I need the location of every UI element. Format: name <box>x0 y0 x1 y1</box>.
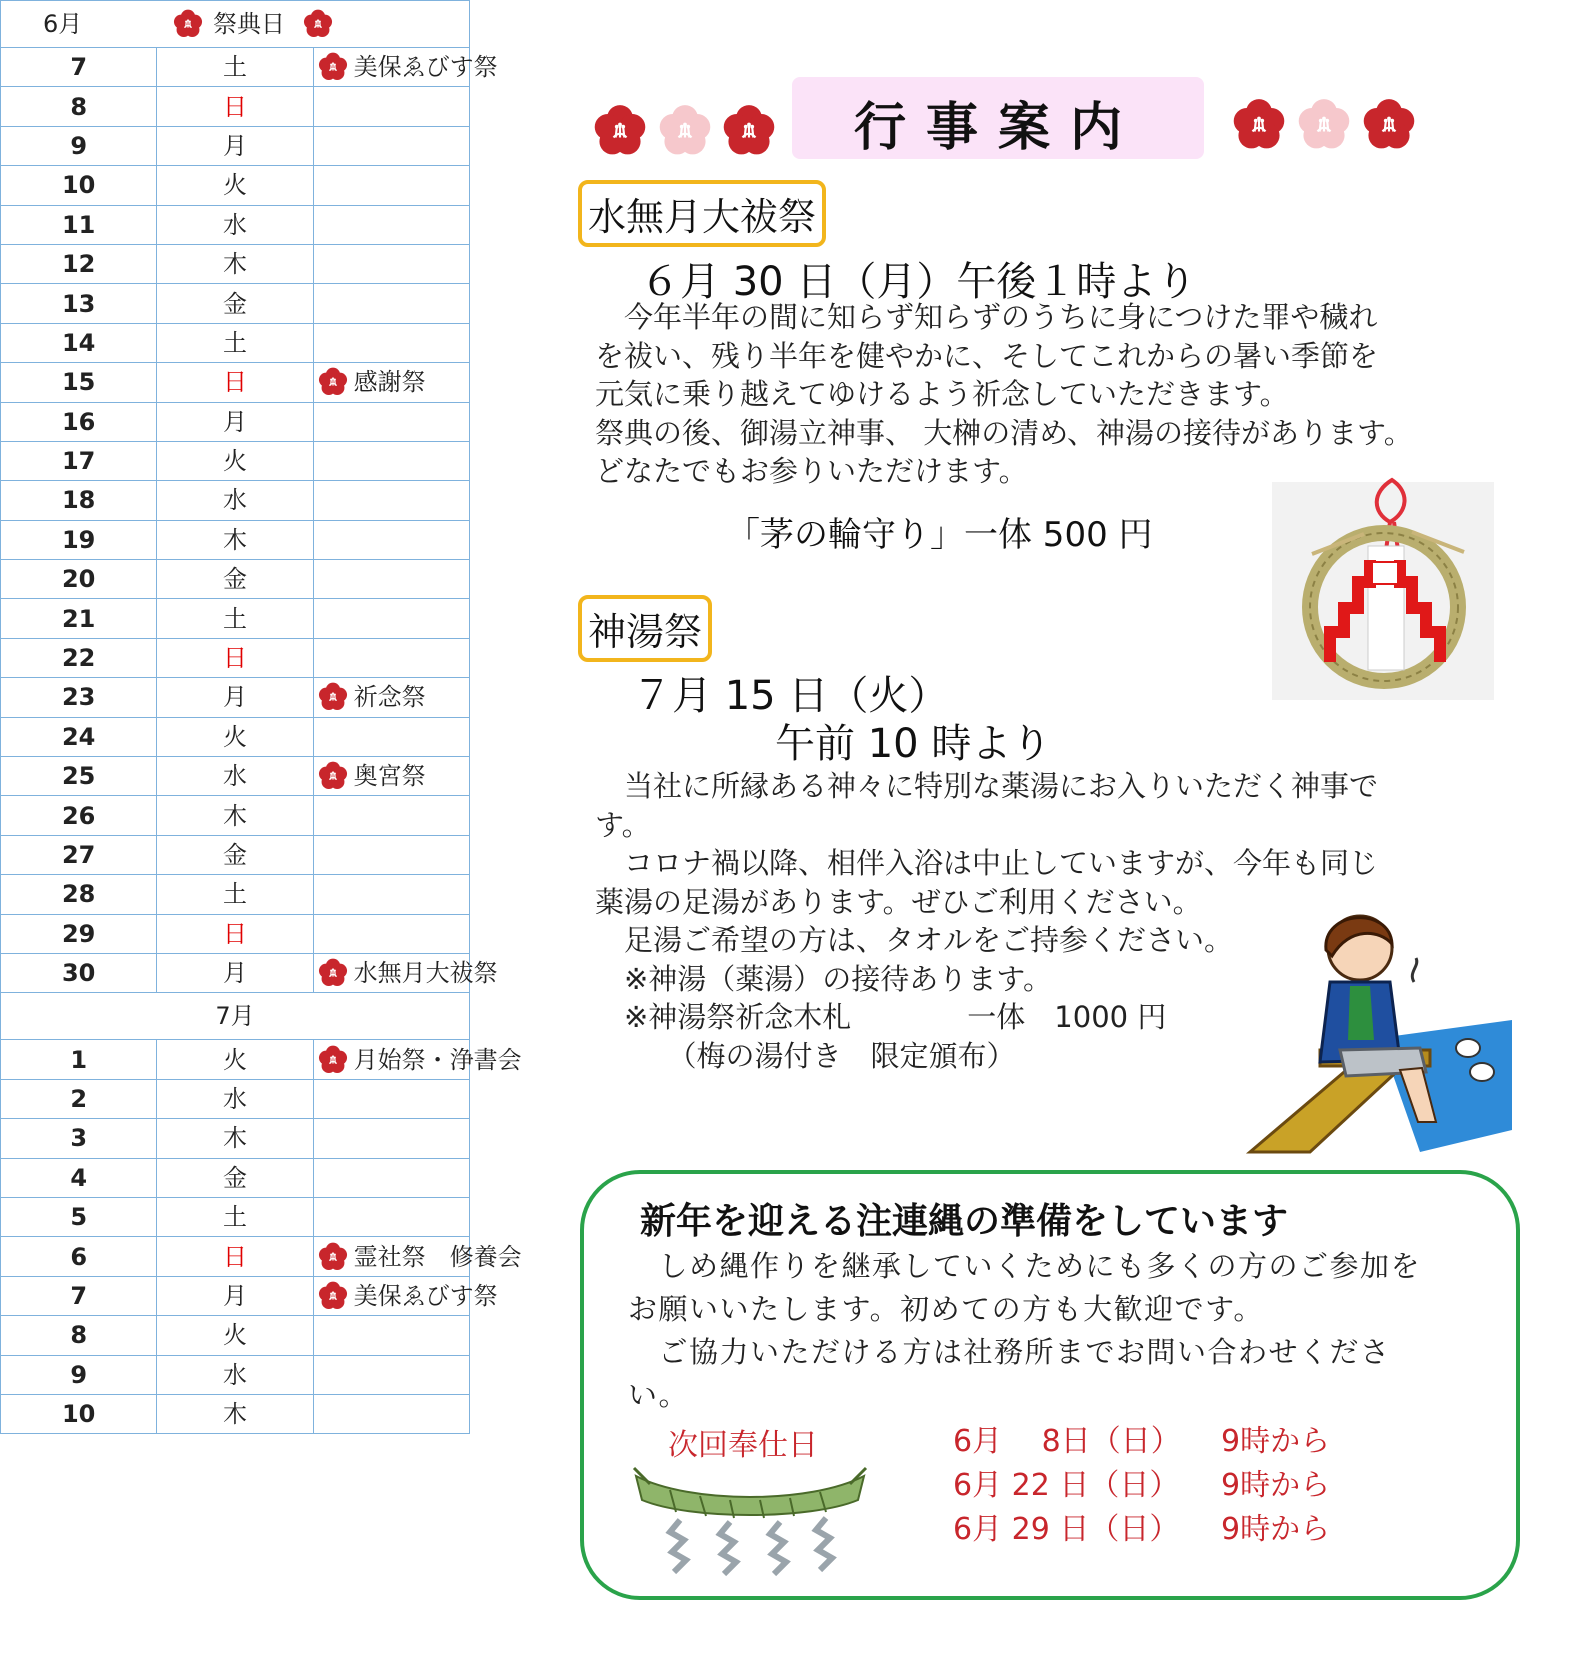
calendar-day: 19 <box>1 520 157 559</box>
calendar-header-row <box>1 1 470 48</box>
calendar-day: 11 <box>1 205 157 244</box>
calendar-event-cell <box>313 126 469 165</box>
calendar-row <box>1 599 470 638</box>
kamiyu-line: 薬湯の足湯があります。ぜひご利用ください。 <box>595 884 1202 919</box>
calendar-day: 22 <box>1 638 157 677</box>
service-date: 6月 8日（日） <box>953 1424 1181 1459</box>
calendar-weekday: 木 <box>157 1119 313 1158</box>
calendar-event <box>318 1281 498 1311</box>
calendar-event-cell <box>313 323 469 362</box>
calendar-event-cell <box>313 441 469 480</box>
calendar-event <box>318 1242 522 1272</box>
calendar-event-cell <box>313 1276 498 1315</box>
calendar-row <box>1 875 470 914</box>
calendar-event-cell <box>313 638 469 677</box>
calendar-row <box>1 87 470 126</box>
ume-flower-icon <box>318 1242 348 1272</box>
calendar-day: 9 <box>1 1355 157 1394</box>
kamiyu-line: 当社に所縁ある神々に特別な薬湯にお入りいただく神事で <box>595 769 1379 803</box>
calendar-row <box>1 520 470 559</box>
next-service-label: 次回奉仕日 <box>668 1428 818 1463</box>
calendar-row <box>1 1316 470 1355</box>
service-date-row <box>953 1508 1330 1552</box>
kamiyu-date: ７月 15 日（火） <box>632 673 949 719</box>
section-label-kamiyu: 神湯祭 <box>578 595 712 662</box>
calendar-event-cell <box>313 1394 469 1433</box>
calendar-day: 1 <box>1 1040 157 1079</box>
calendar-row <box>1 1394 470 1433</box>
ume-flower-icon <box>318 958 348 988</box>
calendar-event-name: 祈念祭 <box>353 683 426 712</box>
calendar-weekday: 日 <box>157 914 313 953</box>
calendar-weekday: 月 <box>157 1276 313 1315</box>
ume-flower-icon <box>318 52 348 82</box>
calendar-event <box>318 367 469 397</box>
calendar-row <box>1 402 470 441</box>
calendar-day: 20 <box>1 560 157 599</box>
service-time: 9時から <box>1221 1512 1331 1547</box>
calendar-row <box>1 796 470 835</box>
calendar-weekday: 火 <box>157 1316 313 1355</box>
calendar-event-cell <box>313 402 469 441</box>
notice-body <box>628 1245 1421 1417</box>
calendar-event-cell <box>313 1158 469 1197</box>
calendar-weekday: 水 <box>157 1355 313 1394</box>
calendar-event-cell <box>313 560 469 599</box>
calendar-day: 7 <box>1 1276 157 1315</box>
calendar-row <box>1 126 470 165</box>
ume-flower-icon <box>318 367 348 397</box>
calendar-weekday: 日 <box>157 1237 313 1276</box>
calendar-event-cell <box>313 1079 469 1118</box>
calendar-row <box>1 166 470 205</box>
calendar-row <box>1 1040 470 1079</box>
ume-flower-icon <box>318 761 348 791</box>
calendar-event <box>318 761 469 791</box>
kamiyu-line: す。 <box>595 807 651 842</box>
calendar-weekday: 火 <box>157 441 313 480</box>
calendar-weekday: 火 <box>157 717 313 756</box>
calendar-row <box>1 1158 470 1197</box>
calendar-event-name: 奥宮祭 <box>353 762 426 791</box>
calendar-day: 18 <box>1 481 157 520</box>
notice-line: しめ縄作りを継承していくためにも多くの方のご参加を <box>628 1249 1422 1283</box>
calendar-day: 12 <box>1 244 157 283</box>
calendar-day: 5 <box>1 1197 157 1236</box>
calendar-event <box>318 52 498 82</box>
calendar-weekday: 木 <box>157 520 313 559</box>
calendar-row <box>1 1276 470 1315</box>
kamiyu-line: ※神湯（薬湯）の接待あります。 <box>595 961 1052 996</box>
calendar-weekday: 月 <box>157 126 313 165</box>
calendar-event-cell <box>313 717 469 756</box>
calendar-event-cell <box>313 796 469 835</box>
calendar-row <box>1 1119 470 1158</box>
calendar-day: 14 <box>1 323 157 362</box>
minazuki-datetime: ６月 30 日（月）午後１時より <box>640 259 1197 305</box>
ume-flower-icon <box>318 682 348 712</box>
calendar-event-cell <box>313 1119 469 1158</box>
calendar-row <box>1 481 470 520</box>
calendar-weekday: 土 <box>157 1197 313 1236</box>
minazuki-line: 元気に乗り越えてゆけるよう祈念していただきます。 <box>595 377 1289 411</box>
service-time: 9時から <box>1221 1468 1331 1503</box>
calendar-row <box>1 1079 470 1118</box>
calendar-weekday: 金 <box>157 560 313 599</box>
service-date-row <box>953 1420 1330 1464</box>
ume-flower-icon <box>318 1281 348 1311</box>
minazuki-line: を祓い、残り半年を健やかに、そしてこれからの暑い季節を <box>595 338 1379 373</box>
calendar-row <box>1 363 470 402</box>
calendar-month-row <box>1 993 470 1040</box>
calendar-row <box>1 48 470 87</box>
calendar-event-cell <box>313 1355 469 1394</box>
kamiyu-line: 足湯ご希望の方は、タオルをご持参ください。 <box>595 923 1234 957</box>
calendar-header-label: 祭典日 <box>213 10 285 38</box>
calendar-weekday: 月 <box>157 678 313 717</box>
calendar-day: 9 <box>1 126 157 165</box>
calendar-day: 17 <box>1 441 157 480</box>
calendar-weekday: 月 <box>157 953 313 992</box>
calendar-day: 7 <box>1 48 157 87</box>
ume-flower-icon <box>1297 98 1351 152</box>
minazuki-description <box>595 298 1413 491</box>
calendar-event-name: 水無月大祓祭 <box>353 959 498 988</box>
kamiyu-line: コロナ禍以降、相伴入浴は中止していますが、今年も同じ <box>595 846 1379 880</box>
calendar-event-cell <box>313 363 469 402</box>
kamiyu-line: ※神湯祭祈念木札 一体 1000 円 <box>595 1000 1167 1034</box>
calendar-row <box>1 914 470 953</box>
calendar-row <box>1 953 470 992</box>
calendar-day: 4 <box>1 1158 157 1197</box>
calendar-day: 3 <box>1 1119 157 1158</box>
kamiyu-line: （梅の湯付き 限定頒布） <box>595 1038 1016 1073</box>
calendar-day: 15 <box>1 363 157 402</box>
calendar-weekday: 日 <box>157 638 313 677</box>
calendar-day: 27 <box>1 835 157 874</box>
calendar-weekday: 火 <box>157 1040 313 1079</box>
kamiyu-time: 午前 10 時より <box>775 721 1052 767</box>
notice-line: い。 <box>628 1378 690 1412</box>
calendar-event-cell <box>313 757 469 796</box>
calendar-weekday: 水 <box>157 481 313 520</box>
calendar-row <box>1 638 470 677</box>
calendar-day: 6 <box>1 1237 157 1276</box>
calendar-event-cell <box>313 914 469 953</box>
notice-line: お願いいたします。初めての方も大歓迎です。 <box>628 1292 1264 1326</box>
chinowa-charm-price: 「茅の輪守り」一体 500 円 <box>726 515 1153 555</box>
festival-calendar <box>0 0 522 1434</box>
notice-title: 新年を迎える注連縄の準備をしています <box>640 1201 1289 1242</box>
calendar-event-cell <box>313 166 469 205</box>
shimenawa-illustration <box>630 1460 870 1586</box>
calendar-weekday: 水 <box>157 1079 313 1118</box>
minazuki-line: 祭典の後、御湯立神事、 大榊の清め、神湯の接待があります。 <box>595 415 1413 450</box>
calendar-event-name: 美保ゑびす祭 <box>353 53 498 82</box>
calendar-day: 26 <box>1 796 157 835</box>
calendar-day: 25 <box>1 757 157 796</box>
calendar-event <box>318 1045 522 1075</box>
calendar-weekday: 土 <box>157 875 313 914</box>
calendar-day: 28 <box>1 875 157 914</box>
calendar-weekday: 金 <box>157 835 313 874</box>
calendar-row <box>1 1197 470 1236</box>
calendar-weekday: 木 <box>157 796 313 835</box>
calendar-weekday: 金 <box>157 1158 313 1197</box>
calendar-day: 24 <box>1 717 157 756</box>
ume-flower-icon <box>303 9 333 39</box>
ume-flower-icon <box>658 104 712 158</box>
calendar-weekday: 金 <box>157 284 313 323</box>
calendar-weekday: 日 <box>157 363 313 402</box>
calendar-day: 10 <box>1 166 157 205</box>
calendar-event-cell <box>313 520 469 559</box>
service-date: 6月 22 日（日） <box>953 1468 1180 1503</box>
ume-flower-icon <box>722 104 776 158</box>
calendar-weekday: 木 <box>157 244 313 283</box>
service-date: 6月 29 日（日） <box>953 1512 1180 1547</box>
calendar-event-cell <box>313 205 469 244</box>
calendar-month-label: 7月 <box>1 993 470 1040</box>
notice-line: ご協力いただける方は社務所までお問い合わせくださ <box>628 1335 1391 1369</box>
calendar-row <box>1 323 470 362</box>
calendar-day: 2 <box>1 1079 157 1118</box>
calendar-row <box>1 284 470 323</box>
calendar-event-name: 感謝祭 <box>353 368 426 397</box>
calendar-day: 23 <box>1 678 157 717</box>
calendar-weekday: 日 <box>157 87 313 126</box>
calendar-day: 13 <box>1 284 157 323</box>
service-date-row <box>953 1464 1330 1508</box>
calendar-day: 30 <box>1 953 157 992</box>
service-time: 9時から <box>1221 1424 1331 1459</box>
calendar-row <box>1 1237 470 1276</box>
calendar-event-cell <box>313 284 469 323</box>
minazuki-line: 今年半年の間に知らず知らずのうちに身につけた罪や穢れ <box>595 300 1378 334</box>
calendar-event <box>318 682 469 712</box>
calendar-event <box>318 958 498 988</box>
calendar-weekday: 水 <box>157 205 313 244</box>
calendar-event-cell <box>313 953 498 992</box>
calendar-row <box>1 717 470 756</box>
calendar-row <box>1 678 470 717</box>
ume-flower-icon <box>1362 98 1416 152</box>
ume-flower-icon <box>318 1045 348 1075</box>
page-title: 行事案内 <box>853 98 1142 158</box>
calendar-event-name: 月始祭・浄書会 <box>353 1045 522 1074</box>
calendar-event-cell <box>313 244 469 283</box>
calendar-event-name: 美保ゑびす祭 <box>353 1281 498 1310</box>
calendar-event-cell <box>313 875 469 914</box>
calendar-month-label: 6月 <box>43 10 83 38</box>
calendar-day: 8 <box>1 1316 157 1355</box>
calendar-event-cell <box>313 87 469 126</box>
calendar-event-cell <box>313 835 469 874</box>
calendar-weekday: 木 <box>157 1394 313 1433</box>
calendar-weekday: 月 <box>157 402 313 441</box>
calendar-event-cell <box>313 1316 469 1355</box>
calendar-weekday: 土 <box>157 48 313 87</box>
calendar-day: 8 <box>1 87 157 126</box>
calendar-event-cell <box>313 678 469 717</box>
calendar-event-cell <box>313 1237 522 1276</box>
section-label-minazuki: 水無月大祓祭 <box>578 180 826 247</box>
calendar-event-cell <box>313 1197 469 1236</box>
calendar-header <box>1 1 470 48</box>
ume-flower-icon <box>173 9 203 39</box>
calendar-event-name: 霊社祭 修養会 <box>353 1242 522 1271</box>
calendar-event-cell <box>313 48 498 87</box>
ume-flower-icon <box>1232 98 1286 152</box>
calendar-row <box>1 1355 470 1394</box>
calendar-event-cell <box>313 1040 522 1079</box>
chinowa-charm-image <box>1272 472 1494 700</box>
calendar-row <box>1 835 470 874</box>
calendar-event-cell <box>313 481 469 520</box>
calendar-row <box>1 205 470 244</box>
calendar-row <box>1 441 470 480</box>
ume-flower-icon <box>593 104 647 158</box>
calendar-day: 16 <box>1 402 157 441</box>
calendar-day: 29 <box>1 914 157 953</box>
minazuki-line: どなたでもお参りいただけます。 <box>595 454 1028 488</box>
calendar-day: 10 <box>1 1394 157 1433</box>
calendar-weekday: 土 <box>157 323 313 362</box>
footbath-illustration <box>1250 900 1512 1152</box>
calendar-row <box>1 560 470 599</box>
calendar-weekday: 土 <box>157 599 313 638</box>
calendar-day: 21 <box>1 599 157 638</box>
service-dates-list <box>953 1420 1330 1552</box>
calendar-weekday: 火 <box>157 166 313 205</box>
calendar-row <box>1 244 470 283</box>
calendar-event-cell <box>313 599 469 638</box>
calendar-row <box>1 757 470 796</box>
calendar-weekday: 水 <box>157 757 313 796</box>
